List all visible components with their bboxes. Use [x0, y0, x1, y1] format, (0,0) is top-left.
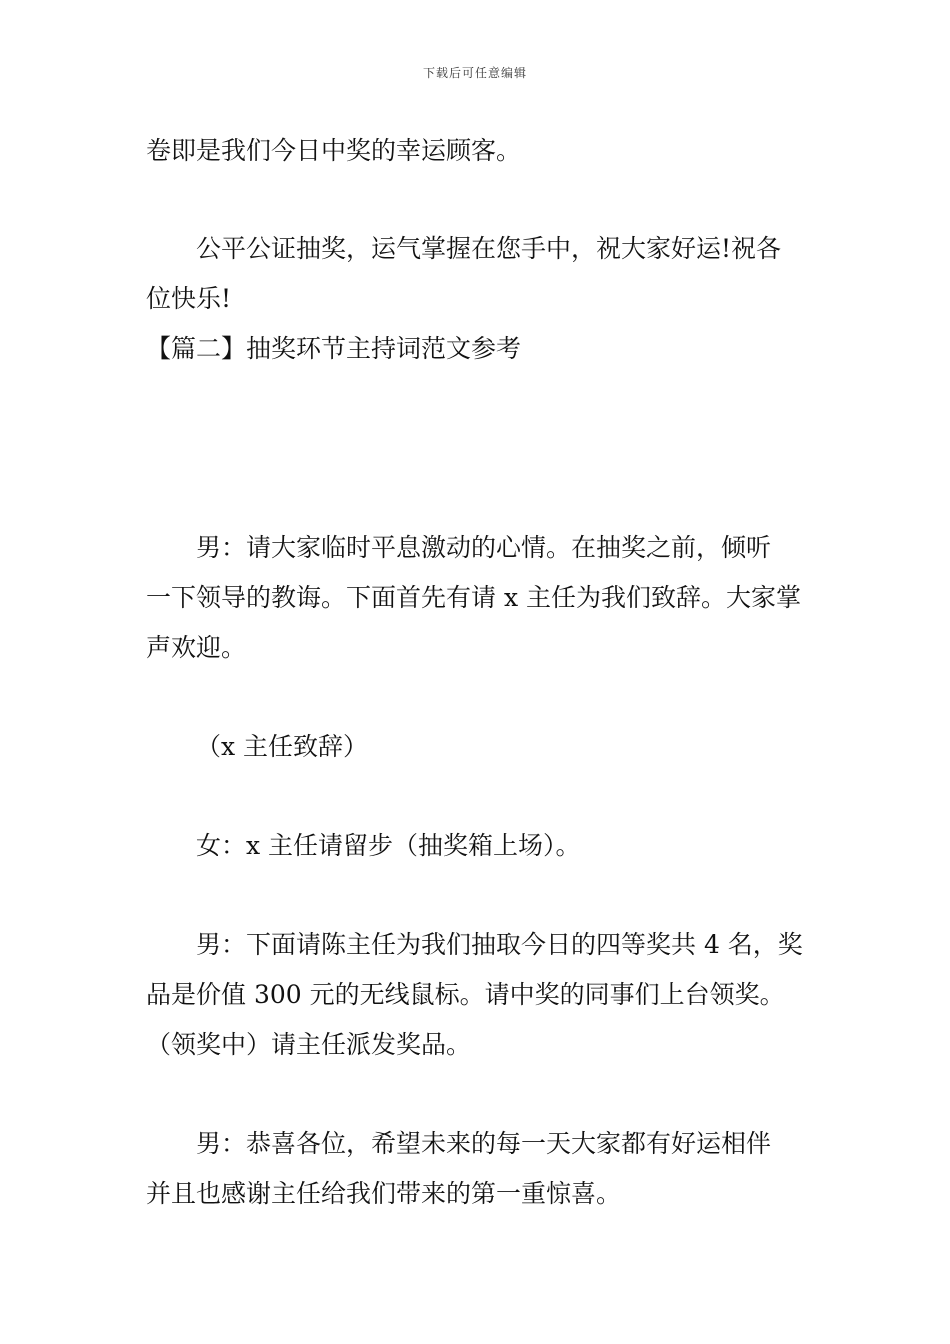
section-heading: 【篇二】抽奖环节主持词范文参考 — [146, 334, 522, 363]
body-line: 位快乐! — [146, 284, 232, 313]
body-line: （领奖中）请主任派发奖品。 — [146, 1030, 472, 1059]
body-line: 男：请大家临时平息激动的心情。在抽奖之前，倾听 — [196, 533, 772, 562]
body-line: 男：恭喜各位，希望未来的每一天大家都有好运相伴 — [196, 1129, 772, 1158]
body-line: 公平公证抽奖，运气掌握在您手中，祝大家好运!祝各 — [196, 234, 782, 263]
body-line: 女：x 主任请留步（抽奖箱上场）。 — [196, 831, 581, 860]
body-line: 声欢迎。 — [146, 633, 247, 662]
body-line: 并且也感谢主任给我们带来的第一重惊喜。 — [146, 1179, 622, 1208]
body-line: （x 主任致辞） — [196, 732, 369, 761]
body-line: 卷即是我们今日中奖的幸运顾客。 — [146, 136, 522, 165]
body-line: 一下领导的教诲。下面首先有请 x 主任为我们致辞。大家掌 — [146, 583, 801, 612]
body-line: 品是价值 300 元的无线鼠标。请中奖的同事们上台领奖。 — [146, 980, 785, 1009]
page-header: 下载后可任意编辑 — [422, 66, 527, 80]
body-line: 男：下面请陈主任为我们抽取今日的四等奖共 4 名，奖 — [196, 930, 803, 959]
